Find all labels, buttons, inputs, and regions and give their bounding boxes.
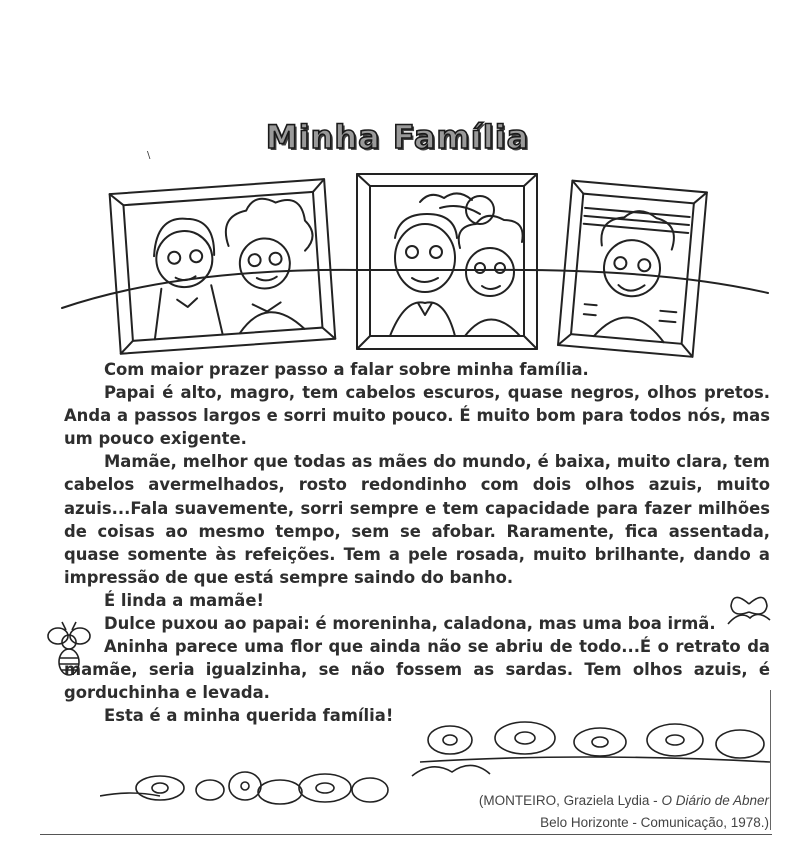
bottom-divider [40, 834, 772, 835]
frame-mother-and-girl [110, 179, 336, 354]
butterfly-icon [724, 590, 774, 630]
bee-icon [44, 618, 94, 680]
story-text [64, 358, 770, 728]
frame-little-girl [558, 181, 707, 357]
family-photo-frames-illustration [60, 168, 770, 368]
source-citation [479, 790, 769, 834]
paragraph-closing: Esta é a minha querida família! [104, 706, 394, 726]
frame-father-and-girl [357, 174, 537, 349]
citation-line-2: Belo Horizonte - Comunicação, 1978.) [540, 815, 769, 830]
paragraph-mother: Mamãe, melhor que todas as mães do mundo, é baixa, muito clara, tem cabelos avermelhados, rosto redondinho com dois olhos azuis, muito azuis...Fala suavemente, sorri sempre e tem capacidade para fazer milhões de coisas ao mesmo tempo, sem se afobar. Raramente, fica assentada, quase somente às refeições. Tem a pele rosada, muito brilhante, dando a impressão de que está sempre saindo do banho. [64, 452, 770, 587]
paragraph-dulce: Dulce puxou ao papai: é moreninha, caladona, mas uma boa irmã. [104, 614, 716, 634]
vertical-divider [770, 690, 771, 830]
ink-speck: \ [147, 150, 151, 161]
paragraph-mother-beauty: É linda a mamãe! [104, 590, 264, 610]
page-title: Minha Família [265, 118, 530, 156]
citation-book-title: O Diário de Abner [661, 793, 769, 808]
paragraph-intro: Com maior prazer passo a falar sobre minha família. [104, 360, 589, 379]
citation-line-1: (MONTEIRO, Graziela Lydia - O Diário de Abner [478, 793, 769, 808]
paragraph-aninha: Aninha parece uma flor que ainda não se abriu de todo...É o retrato da mamãe, seria igualzinha, se não fossem as sardas. Tem olhos azuis, é gorduchinha e levada. [64, 637, 770, 703]
paragraph-father: Papai é alto, magro, tem cabelos escuros, quase negros, olhos pretos. Anda a passos largos e sorri muito pouco. É muito bom para todos nós, mas um pouco exigente. [64, 383, 770, 449]
